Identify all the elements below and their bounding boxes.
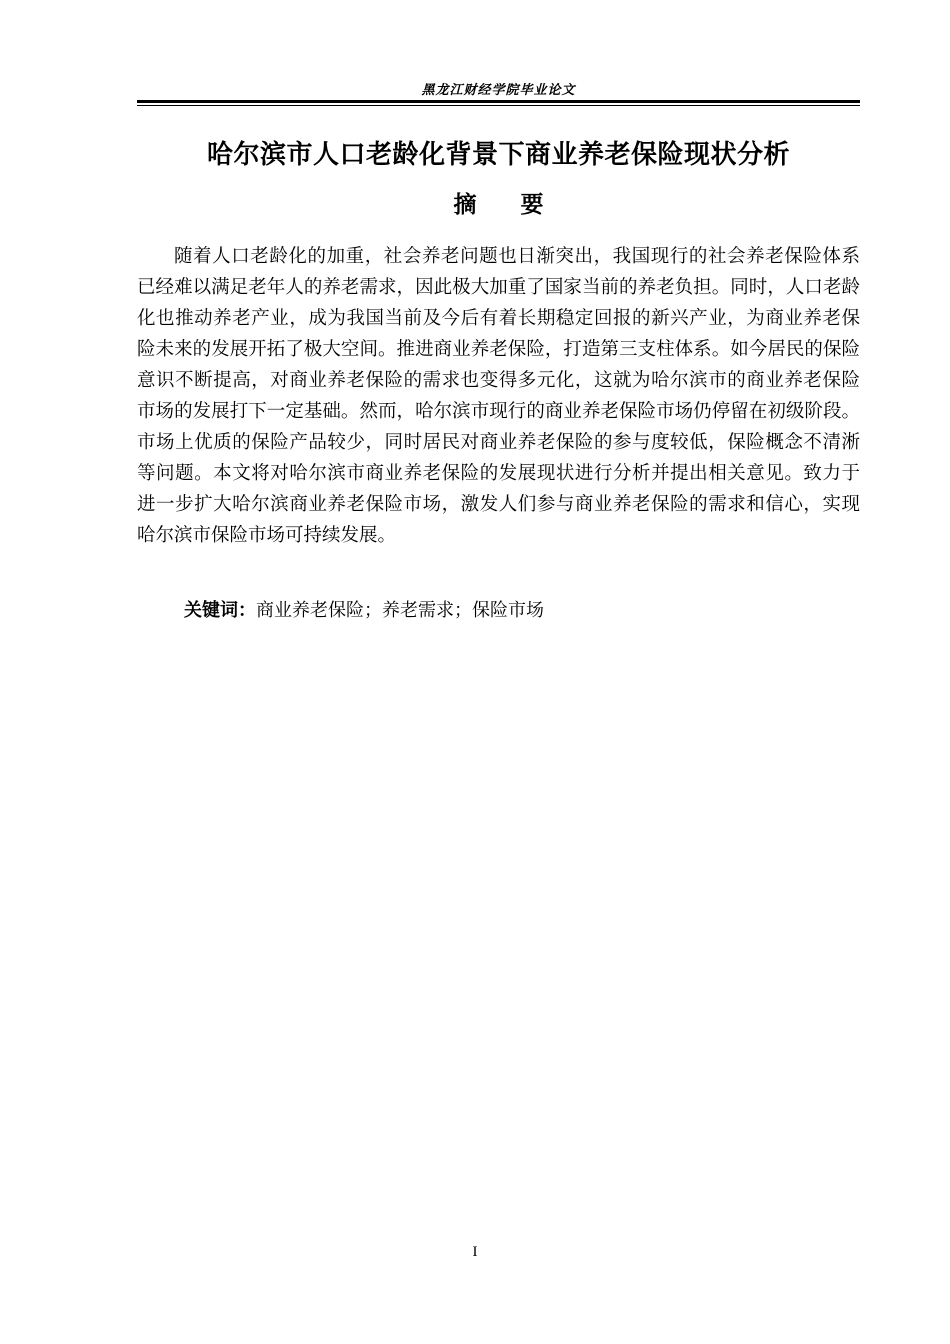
abstract-line: 市场的发展打下一定基础。然而，哈尔滨市现行的商业养老保险市场仍停留在初级阶段。: [137, 401, 860, 422]
running-header: 黑龙江财经学院毕业论文: [421, 83, 576, 98]
keywords-value: 商业养老保险；养老需求；保险市场: [256, 600, 544, 621]
header-rule-thin: [137, 105, 860, 106]
abstract-line: 化也推动养老产业，成为我国当前及今后有着长期稳定回报的新兴产业，为商业养老保: [137, 308, 860, 329]
keywords-label: 关键词：: [184, 600, 256, 621]
abstract-line: 已经难以满足老年人的养老需求，因此极大加重了国家当前的养老负担。同时，人口老龄: [137, 277, 860, 298]
abstract-line: 随着人口老龄化的加重，社会养老问题也日渐突出，我国现行的社会养老保险体系: [174, 246, 860, 267]
abstract-heading-char-2: 要: [520, 192, 544, 218]
abstract-line: 意识不断提高，对商业养老保险的需求也变得多元化，这就为哈尔滨市的商业养老保险: [137, 370, 860, 391]
abstract-line: 等问题。本文将对哈尔滨市商业养老保险的发展现状进行分析并提出相关意见。致力于: [137, 463, 860, 484]
abstract-line: 险未来的发展开拓了极大空间。推进商业养老保险，打造第三支柱体系。如今居民的保险: [137, 339, 860, 360]
abstract-paragraph: [137, 241, 860, 551]
document-title: 哈尔滨市人口老龄化背景下商业养老保险现状分析: [206, 140, 790, 170]
abstract-line: 市场上优质的保险产品较少，同时居民对商业养老保险的参与度较低，保险概念不清淅: [137, 432, 860, 453]
page-number: I: [472, 1244, 478, 1260]
abstract-heading-char-1: 摘: [453, 192, 477, 218]
abstract-line: 进一步扩大哈尔滨商业养老保险市场，激发人们参与商业养老保险的需求和信心，实现: [137, 494, 860, 515]
abstract-heading: [137, 186, 860, 219]
keywords: [184, 596, 544, 622]
header-rule-thick: [137, 100, 860, 103]
abstract-line: 哈尔滨市保险市场可持续发展。: [137, 525, 397, 546]
